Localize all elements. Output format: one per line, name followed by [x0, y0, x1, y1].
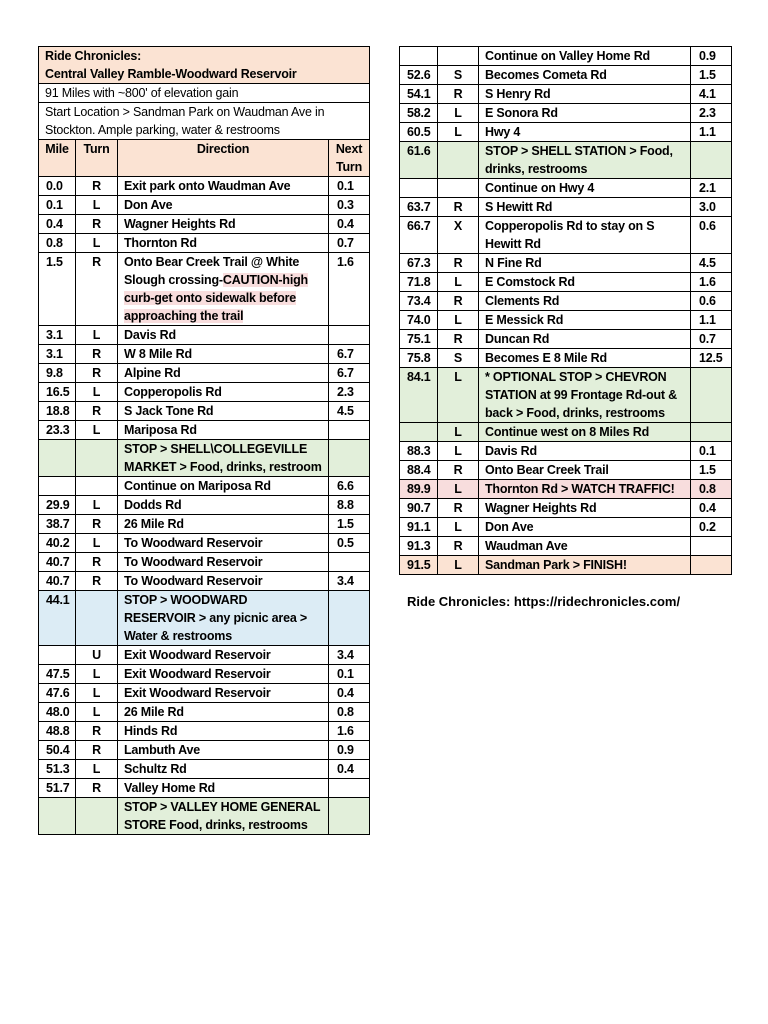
cue-sheet-right [399, 46, 732, 575]
cue-row [39, 215, 370, 234]
cue-mile: 16.5 [39, 383, 76, 402]
cue-row [39, 703, 370, 722]
cue-turn [76, 798, 118, 835]
cue-direction: Mariposa Rd [118, 421, 329, 440]
cue-turn: R [438, 461, 479, 480]
cue-mile: 9.8 [39, 364, 76, 383]
cue-direction: Exit Woodward Reservoir [118, 646, 329, 665]
cue-next-turn [329, 553, 370, 572]
cue-row [39, 345, 370, 364]
cue-mile [39, 440, 76, 477]
cue-turn: L [438, 311, 479, 330]
cue-mile: 23.3 [39, 421, 76, 440]
cue-row [400, 273, 732, 292]
cue-next-turn: 0.7 [329, 234, 370, 253]
cue-next-turn: 0.1 [691, 442, 732, 461]
cue-row [39, 665, 370, 684]
cue-turn: L [438, 480, 479, 499]
cue-row [400, 85, 732, 104]
cue-next-turn [329, 421, 370, 440]
cue-mile: 0.0 [39, 177, 76, 196]
cue-row [400, 254, 732, 273]
cue-mile [39, 477, 76, 496]
cue-next-turn: 1.6 [329, 253, 370, 326]
cue-turn [438, 47, 479, 66]
cue-direction: Davis Rd [118, 326, 329, 345]
cue-row [39, 496, 370, 515]
cue-row [400, 368, 732, 423]
cue-direction: Davis Rd [479, 442, 691, 461]
cue-turn: R [76, 722, 118, 741]
cue-mile: 88.4 [400, 461, 438, 480]
cue-next-turn: 2.1 [691, 179, 732, 198]
cue-turn: L [438, 104, 479, 123]
cue-turn [76, 440, 118, 477]
cue-next-turn [329, 326, 370, 345]
cue-mile: 89.9 [400, 480, 438, 499]
cue-mile: 40.2 [39, 534, 76, 553]
cue-turn: R [76, 402, 118, 421]
header-mile: Mile [39, 140, 76, 177]
cue-row [39, 326, 370, 345]
cue-row [39, 534, 370, 553]
cue-turn: S [438, 66, 479, 85]
cue-mile [400, 423, 438, 442]
title-line-1: Ride Chronicles: [45, 49, 142, 63]
cue-direction: Waudman Ave [479, 537, 691, 556]
cue-next-turn: 6.7 [329, 364, 370, 383]
cue-mile: 63.7 [400, 198, 438, 217]
caution-note: CAUTION-high curb-get onto sidewalk before approaching the trail [124, 273, 308, 323]
cue-next-turn: 0.4 [329, 684, 370, 703]
cue-direction: Continue on Mariposa Rd [118, 477, 329, 496]
title-line-2: Central Valley Ramble-Woodward Reservoir [45, 67, 297, 81]
cue-mile: 73.4 [400, 292, 438, 311]
cue-direction: N Fine Rd [479, 254, 691, 273]
cue-turn: R [76, 779, 118, 798]
cue-mile: 51.7 [39, 779, 76, 798]
cue-turn [438, 179, 479, 198]
cue-next-turn: 2.3 [329, 383, 370, 402]
cue-turn: R [76, 345, 118, 364]
cue-row [400, 461, 732, 480]
cue-turn: R [438, 198, 479, 217]
cue-turn: L [438, 442, 479, 461]
cue-row [39, 440, 370, 477]
cue-mile [400, 47, 438, 66]
cue-mile: 18.8 [39, 402, 76, 421]
cue-next-turn: 1.6 [691, 273, 732, 292]
cue-next-turn: 0.7 [691, 330, 732, 349]
cue-next-turn [691, 537, 732, 556]
cue-turn: R [76, 741, 118, 760]
cue-turn: R [76, 515, 118, 534]
cue-mile: 38.7 [39, 515, 76, 534]
cue-next-turn: 0.3 [329, 196, 370, 215]
cue-direction: Continue on Valley Home Rd [479, 47, 691, 66]
cue-turn: X [438, 217, 479, 254]
cue-direction: W 8 Mile Rd [118, 345, 329, 364]
cue-row [400, 179, 732, 198]
cue-row [39, 591, 370, 646]
cue-direction: Onto Bear Creek Trail [479, 461, 691, 480]
cue-direction: S Henry Rd [479, 85, 691, 104]
cue-mile: 66.7 [400, 217, 438, 254]
cue-row [39, 253, 370, 326]
cue-direction: Copperopolis Rd [118, 383, 329, 402]
cue-direction: S Jack Tone Rd [118, 402, 329, 421]
cue-turn: R [438, 254, 479, 273]
cue-mile: 67.3 [400, 254, 438, 273]
cue-direction [118, 253, 329, 326]
cue-row [39, 402, 370, 421]
cue-row [400, 47, 732, 66]
cue-direction: E Messick Rd [479, 311, 691, 330]
cue-next-turn: 4.1 [691, 85, 732, 104]
cue-row [400, 480, 732, 499]
cue-mile [39, 646, 76, 665]
sheet-title [39, 47, 370, 84]
cue-turn: L [438, 123, 479, 142]
cue-direction: Exit Woodward Reservoir [118, 684, 329, 703]
cue-turn: L [76, 534, 118, 553]
cue-mile: 61.6 [400, 142, 438, 179]
cue-next-turn: 1.1 [691, 123, 732, 142]
cue-mile: 47.5 [39, 665, 76, 684]
cue-row [39, 234, 370, 253]
cue-row [400, 198, 732, 217]
cue-turn: L [76, 383, 118, 402]
cue-next-turn [691, 368, 732, 423]
cue-direction: Sandman Park > FINISH! [479, 556, 691, 575]
cue-direction: STOP > SHELL STATION > Food, drinks, restrooms [479, 142, 691, 179]
cue-next-turn [329, 779, 370, 798]
cue-mile: 51.3 [39, 760, 76, 779]
cue-direction: Wagner Heights Rd [118, 215, 329, 234]
cue-direction: S Hewitt Rd [479, 198, 691, 217]
cue-turn: L [76, 196, 118, 215]
cue-mile: 88.3 [400, 442, 438, 461]
cue-next-turn: 4.5 [691, 254, 732, 273]
cue-turn: U [76, 646, 118, 665]
cue-direction: STOP > SHELL\COLLEGEVILLE MARKET > Food, drinks, restroom [118, 440, 329, 477]
cue-turn: L [76, 421, 118, 440]
column-header-row [39, 140, 370, 177]
cue-direction: STOP > WOODWARD RESERVOIR > any picnic area > Water & restrooms [118, 591, 329, 646]
cue-mile: 29.9 [39, 496, 76, 515]
cue-mile: 75.8 [400, 349, 438, 368]
cue-next-turn [329, 798, 370, 835]
cue-next-turn: 3.4 [329, 572, 370, 591]
cue-next-turn [691, 556, 732, 575]
cue-turn: L [438, 273, 479, 292]
cue-next-turn: 2.3 [691, 104, 732, 123]
cue-direction: Dodds Rd [118, 496, 329, 515]
cue-mile: 48.0 [39, 703, 76, 722]
cue-next-turn [329, 591, 370, 646]
cue-row [400, 442, 732, 461]
cue-turn: R [76, 253, 118, 326]
cue-row [39, 515, 370, 534]
cue-row [400, 330, 732, 349]
cue-row [400, 123, 732, 142]
cue-direction: Valley Home Rd [118, 779, 329, 798]
cue-mile: 40.7 [39, 553, 76, 572]
cue-direction: Exit park onto Waudman Ave [118, 177, 329, 196]
header-direction: Direction [118, 140, 329, 177]
cue-row [39, 722, 370, 741]
cue-turn [76, 591, 118, 646]
cue-row [400, 537, 732, 556]
cue-next-turn: 0.4 [329, 215, 370, 234]
cue-direction: Duncan Rd [479, 330, 691, 349]
cue-turn: L [76, 703, 118, 722]
cue-mile [400, 179, 438, 198]
cue-row [39, 177, 370, 196]
cue-row [39, 646, 370, 665]
cue-row [400, 423, 732, 442]
cue-direction: * OPTIONAL STOP > CHEVRON STATION at 99 Frontage Rd-out & back > Food, drinks, restrooms [479, 368, 691, 423]
cue-next-turn: 0.1 [329, 177, 370, 196]
cue-direction: Wagner Heights Rd [479, 499, 691, 518]
cue-direction: Don Ave [479, 518, 691, 537]
cue-mile: 3.1 [39, 345, 76, 364]
cue-row [39, 798, 370, 835]
cue-direction: Exit Woodward Reservoir [118, 665, 329, 684]
cue-turn: L [76, 665, 118, 684]
cue-direction: E Comstock Rd [479, 273, 691, 292]
cue-next-turn: 0.1 [329, 665, 370, 684]
header-next-turn: Next Turn [329, 140, 370, 177]
cue-turn: L [438, 423, 479, 442]
cue-row [400, 104, 732, 123]
cue-turn: R [76, 364, 118, 383]
cue-direction: Clements Rd [479, 292, 691, 311]
cue-mile: 84.1 [400, 368, 438, 423]
route-summary: 91 Miles with ~800' of elevation gain [39, 84, 370, 103]
cue-direction: Continue west on 8 Miles Rd [479, 423, 691, 442]
cue-turn: L [76, 684, 118, 703]
cue-next-turn: 1.5 [691, 461, 732, 480]
cue-next-turn: 1.6 [329, 722, 370, 741]
cue-mile: 48.8 [39, 722, 76, 741]
cue-turn: L [76, 496, 118, 515]
cue-row [400, 311, 732, 330]
cue-mile: 91.5 [400, 556, 438, 575]
cue-next-turn [329, 440, 370, 477]
cue-row [400, 142, 732, 179]
cue-mile: 47.6 [39, 684, 76, 703]
cue-direction: Don Ave [118, 196, 329, 215]
cue-direction: Lambuth Ave [118, 741, 329, 760]
cue-turn: L [438, 368, 479, 423]
cue-turn: R [76, 553, 118, 572]
cue-direction: Schultz Rd [118, 760, 329, 779]
cue-direction: To Woodward Reservoir [118, 534, 329, 553]
cue-next-turn: 6.6 [329, 477, 370, 496]
cue-turn: L [438, 556, 479, 575]
cue-turn: R [438, 292, 479, 311]
cue-turn: L [76, 760, 118, 779]
cue-direction: Alpine Rd [118, 364, 329, 383]
cue-turn: L [438, 518, 479, 537]
cue-row [400, 499, 732, 518]
cue-direction: Copperopolis Rd to stay on S Hewitt Rd [479, 217, 691, 254]
cue-row [39, 572, 370, 591]
cue-mile: 90.7 [400, 499, 438, 518]
cue-mile: 0.4 [39, 215, 76, 234]
cue-direction: Thornton Rd > WATCH TRAFFIC! [479, 480, 691, 499]
cue-mile: 91.1 [400, 518, 438, 537]
cue-next-turn: 0.9 [691, 47, 732, 66]
cue-sheet-left [38, 46, 370, 835]
cue-next-turn: 12.5 [691, 349, 732, 368]
start-location: Start Location > Sandman Park on Waudman Ave in Stockton. Ample parking, water & restrooms [39, 103, 370, 140]
cue-row [400, 292, 732, 311]
cue-next-turn: 0.6 [691, 292, 732, 311]
cue-next-turn: 1.1 [691, 311, 732, 330]
cue-direction: Continue on Hwy 4 [479, 179, 691, 198]
cue-mile: 3.1 [39, 326, 76, 345]
cue-direction: To Woodward Reservoir [118, 572, 329, 591]
cue-mile: 50.4 [39, 741, 76, 760]
cue-direction: STOP > VALLEY HOME GENERAL STORE Food, drinks, restrooms [118, 798, 329, 835]
cue-direction: E Sonora Rd [479, 104, 691, 123]
cue-direction: Thornton Rd [118, 234, 329, 253]
cue-direction: 26 Mile Rd [118, 703, 329, 722]
cue-row [39, 421, 370, 440]
footer-link[interactable]: Ride Chronicles: https://ridechronicles.com/ [407, 594, 681, 609]
cue-next-turn: 1.5 [329, 515, 370, 534]
cue-mile: 60.5 [400, 123, 438, 142]
cue-turn: R [76, 572, 118, 591]
cue-turn: L [76, 326, 118, 345]
cue-row [39, 364, 370, 383]
cue-mile: 52.6 [400, 66, 438, 85]
cue-mile: 1.5 [39, 253, 76, 326]
cue-row [39, 477, 370, 496]
cue-direction-text: Onto Bear Creek Trail @ White Slough crossing- [124, 255, 300, 287]
cue-direction: Hinds Rd [118, 722, 329, 741]
cue-turn: S [438, 349, 479, 368]
cue-next-turn: 4.5 [329, 402, 370, 421]
cue-mile [39, 798, 76, 835]
cue-mile: 75.1 [400, 330, 438, 349]
cue-row [39, 779, 370, 798]
cue-turn: L [76, 234, 118, 253]
cue-next-turn: 8.8 [329, 496, 370, 515]
cue-row [39, 760, 370, 779]
cue-next-turn: 0.9 [329, 741, 370, 760]
cue-turn [438, 142, 479, 179]
cue-direction: Hwy 4 [479, 123, 691, 142]
cue-direction: Becomes E 8 Mile Rd [479, 349, 691, 368]
cue-direction: 26 Mile Rd [118, 515, 329, 534]
cue-turn [76, 477, 118, 496]
cue-mile: 0.8 [39, 234, 76, 253]
cue-direction: To Woodward Reservoir [118, 553, 329, 572]
cue-turn: R [438, 85, 479, 104]
cue-next-turn: 0.4 [329, 760, 370, 779]
cue-turn: R [438, 330, 479, 349]
cue-next-turn: 0.4 [691, 499, 732, 518]
cue-next-turn: 0.2 [691, 518, 732, 537]
cue-mile: 71.8 [400, 273, 438, 292]
cue-turn: R [76, 215, 118, 234]
cue-next-turn: 0.6 [691, 217, 732, 254]
cue-mile: 44.1 [39, 591, 76, 646]
cue-row [39, 383, 370, 402]
cue-mile: 40.7 [39, 572, 76, 591]
cue-next-turn: 3.0 [691, 198, 732, 217]
cue-row [39, 684, 370, 703]
cue-mile: 58.2 [400, 104, 438, 123]
cue-mile: 91.3 [400, 537, 438, 556]
cue-row [400, 349, 732, 368]
cue-next-turn: 0.8 [691, 480, 732, 499]
cue-row [400, 66, 732, 85]
cue-next-turn [691, 423, 732, 442]
cue-row [39, 196, 370, 215]
cue-direction: Becomes Cometa Rd [479, 66, 691, 85]
cue-row [400, 556, 732, 575]
cue-turn: R [438, 537, 479, 556]
header-turn: Turn [76, 140, 118, 177]
cue-mile: 0.1 [39, 196, 76, 215]
cue-mile: 54.1 [400, 85, 438, 104]
cue-next-turn: 6.7 [329, 345, 370, 364]
cue-next-turn: 3.4 [329, 646, 370, 665]
cue-next-turn: 0.8 [329, 703, 370, 722]
cue-row [39, 553, 370, 572]
cue-row [400, 518, 732, 537]
cue-next-turn [691, 142, 732, 179]
cue-row [400, 217, 732, 254]
cue-row [39, 741, 370, 760]
cue-mile: 74.0 [400, 311, 438, 330]
cue-next-turn: 1.5 [691, 66, 732, 85]
cue-next-turn: 0.5 [329, 534, 370, 553]
cue-turn: R [438, 499, 479, 518]
cue-turn: R [76, 177, 118, 196]
